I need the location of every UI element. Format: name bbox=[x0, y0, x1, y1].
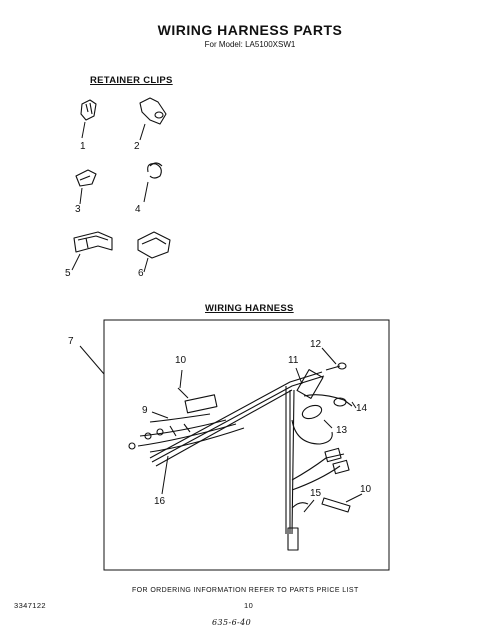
document-part-number: 3347122 bbox=[14, 601, 46, 610]
retainer-clip-6 bbox=[138, 232, 170, 272]
retainer-clip-2 bbox=[140, 98, 166, 140]
callout-10-lower: 10 bbox=[360, 484, 372, 495]
model-subtitle: For Model: LA5100XSW1 bbox=[204, 40, 296, 49]
callout-9: 9 bbox=[142, 405, 148, 416]
callout-15: 15 bbox=[310, 488, 322, 499]
retainer-clips-heading: RETAINER CLIPS bbox=[90, 75, 173, 86]
ordering-note: FOR ORDERING INFORMATION REFER TO PARTS PRICE LIST bbox=[132, 587, 359, 594]
retainer-clip-4 bbox=[144, 163, 162, 202]
callout-10-upper: 10 bbox=[175, 355, 187, 366]
retainer-clip-1 bbox=[81, 100, 96, 138]
clip-number-4: 4 bbox=[135, 204, 141, 215]
clip-number-6: 6 bbox=[138, 268, 144, 279]
clip-number-3: 3 bbox=[75, 204, 81, 215]
callout-13: 13 bbox=[336, 425, 348, 436]
retainer-clip-3 bbox=[76, 170, 96, 204]
callout-14: 14 bbox=[356, 403, 368, 414]
wiring-harness-assembly bbox=[129, 348, 362, 550]
callout-11: 11 bbox=[288, 355, 299, 366]
callout-16: 16 bbox=[154, 496, 166, 507]
clip-number-5: 5 bbox=[65, 268, 71, 279]
leader-7 bbox=[80, 346, 104, 374]
wiring-harness-heading: WIRING HARNESS bbox=[205, 303, 294, 314]
callout-7: 7 bbox=[68, 336, 74, 347]
retainer-clip-5 bbox=[72, 232, 112, 270]
clip-number-2: 2 bbox=[134, 141, 140, 152]
callout-12: 12 bbox=[310, 339, 322, 350]
page-number: 10 bbox=[244, 601, 254, 610]
handwritten-note: 635-6-40 bbox=[212, 618, 252, 627]
clip-number-1: 1 bbox=[80, 141, 86, 152]
page-title: WIRING HARNESS PARTS bbox=[157, 22, 343, 38]
